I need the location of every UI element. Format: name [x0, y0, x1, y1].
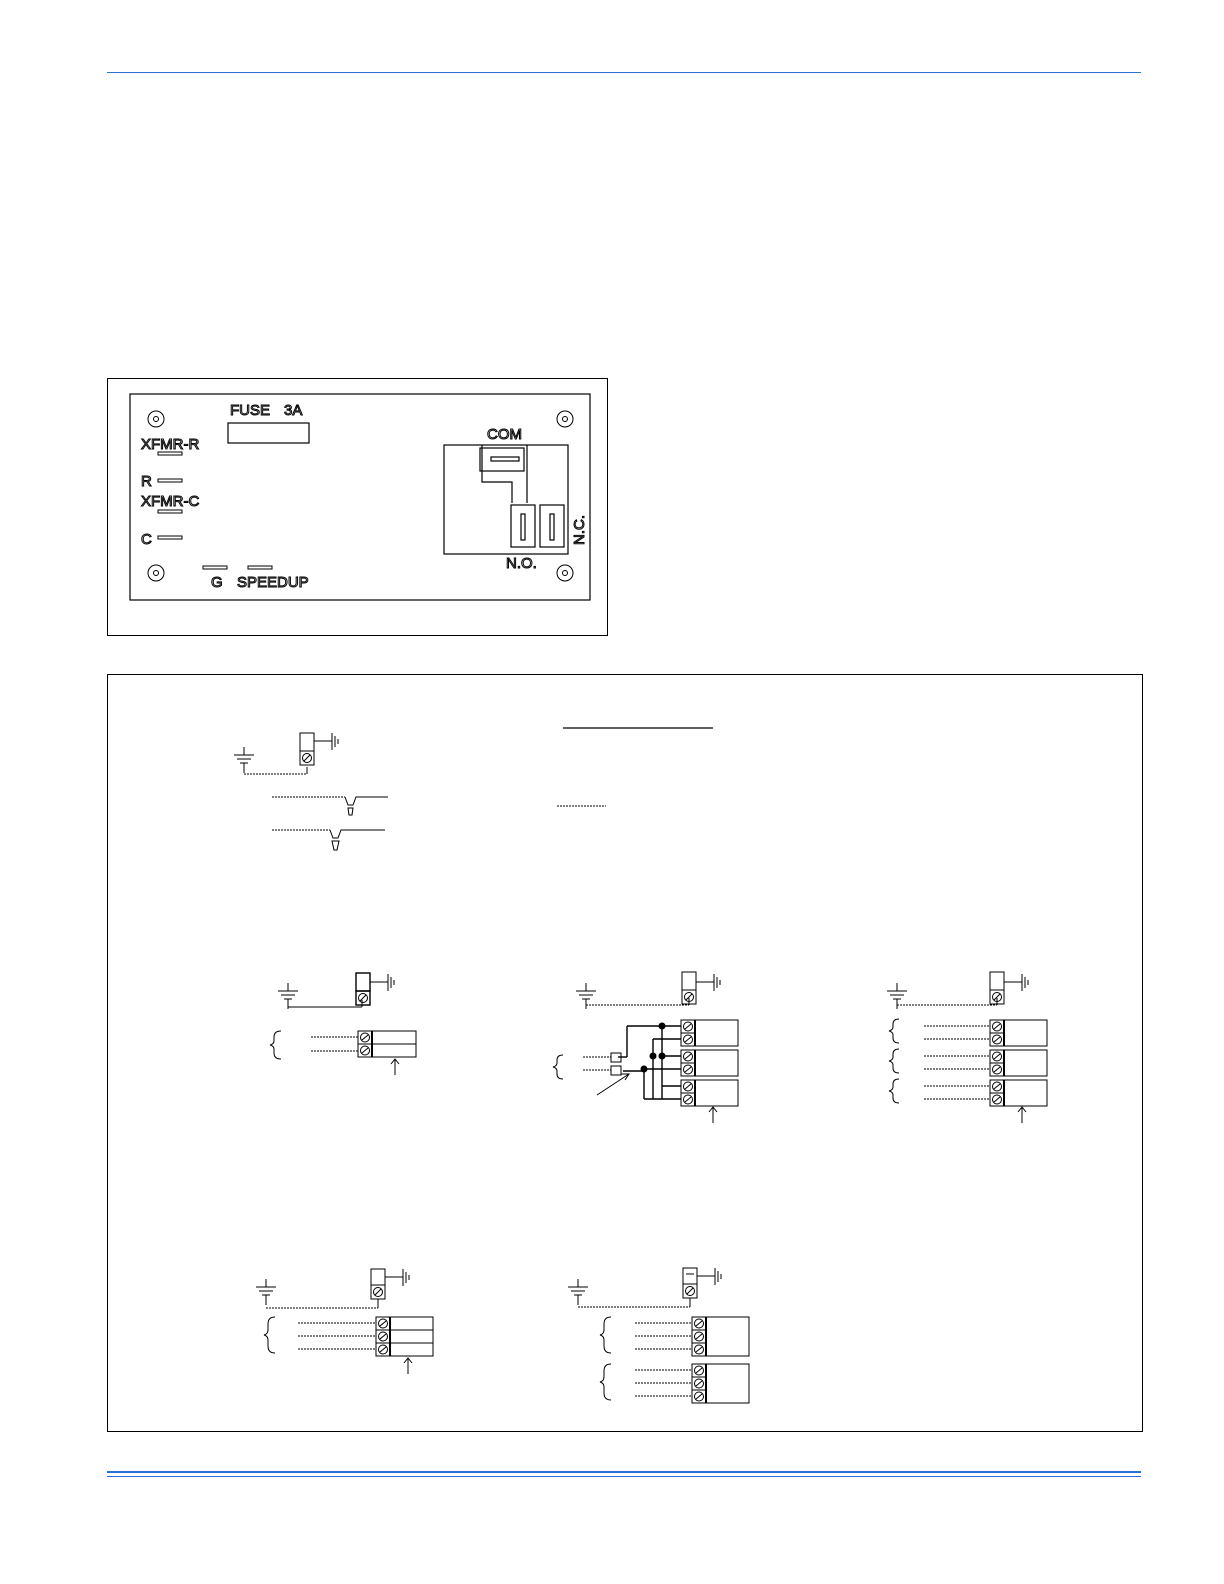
wiring-diagrams-drawing — [108, 675, 1143, 1432]
relay-no-label: N.O. — [506, 555, 537, 572]
mount-hole-icon — [557, 565, 573, 581]
wiring-diagram-three-stage — [887, 972, 1047, 1123]
ground-symbol-icon — [696, 974, 720, 991]
wiring-diagram-typical — [234, 733, 388, 850]
ground-icon — [256, 1279, 276, 1305]
terminal-r-label: R — [141, 473, 152, 490]
brace-icon — [600, 1364, 611, 1400]
fuse-label: FUSE — [230, 402, 271, 419]
ground-symbol-icon — [370, 974, 394, 991]
ground-icon — [568, 1279, 588, 1305]
terminal-g — [203, 566, 227, 569]
terminal-xfmr-r-label: XFMR-R — [141, 436, 200, 453]
terminal-speedup — [248, 566, 272, 569]
terminal-xfmr-r — [158, 452, 182, 455]
brace-icon — [270, 1031, 281, 1059]
wiring-diagrams-figure — [107, 674, 1143, 1432]
brace-icon — [600, 1317, 611, 1353]
control-board-figure — [107, 378, 608, 636]
wiring-diagram-three-wire — [256, 1269, 433, 1374]
footer-rule — [107, 1471, 1141, 1473]
brace-icon — [553, 1055, 563, 1079]
wiring-diagram-one-stage — [270, 973, 416, 1075]
terminal-xfmr-c — [158, 510, 182, 513]
relay-block — [444, 445, 568, 554]
ground-symbol-icon — [697, 1268, 721, 1285]
wiring-diagram-dual-three-wire — [568, 1268, 749, 1403]
brace-icon — [889, 1079, 899, 1103]
ground-symbol-icon — [385, 1269, 409, 1286]
terminal-c-label: C — [141, 531, 152, 548]
terminal-c — [158, 536, 182, 539]
ground-icon — [278, 983, 298, 1009]
terminal-speedup-label: SPEEDUP — [237, 574, 309, 591]
relay-com-label: COM — [487, 426, 522, 443]
control-board-drawing — [108, 379, 608, 636]
fuse-rating: 3A — [284, 402, 303, 419]
header-rule — [107, 72, 1141, 73]
fuse-holder — [228, 423, 309, 443]
terminal-xfmr-c-label: XFMR-C — [141, 493, 200, 510]
terminal-r — [158, 479, 182, 482]
brace-icon — [264, 1317, 275, 1353]
ground-icon — [234, 747, 254, 773]
terminal-g-label: G — [211, 574, 223, 591]
wiring-diagram-two-stage — [553, 972, 738, 1123]
relay-nc-label: N.C. — [571, 515, 588, 545]
brace-icon — [889, 1019, 899, 1043]
mount-hole-icon — [148, 411, 164, 427]
mount-hole-icon — [148, 565, 164, 581]
ground-symbol-icon — [1004, 974, 1028, 991]
brace-icon — [889, 1049, 899, 1073]
ground-symbol-icon — [314, 733, 338, 750]
mount-hole-icon — [557, 411, 573, 427]
footer-rule-thin — [107, 1476, 1141, 1477]
